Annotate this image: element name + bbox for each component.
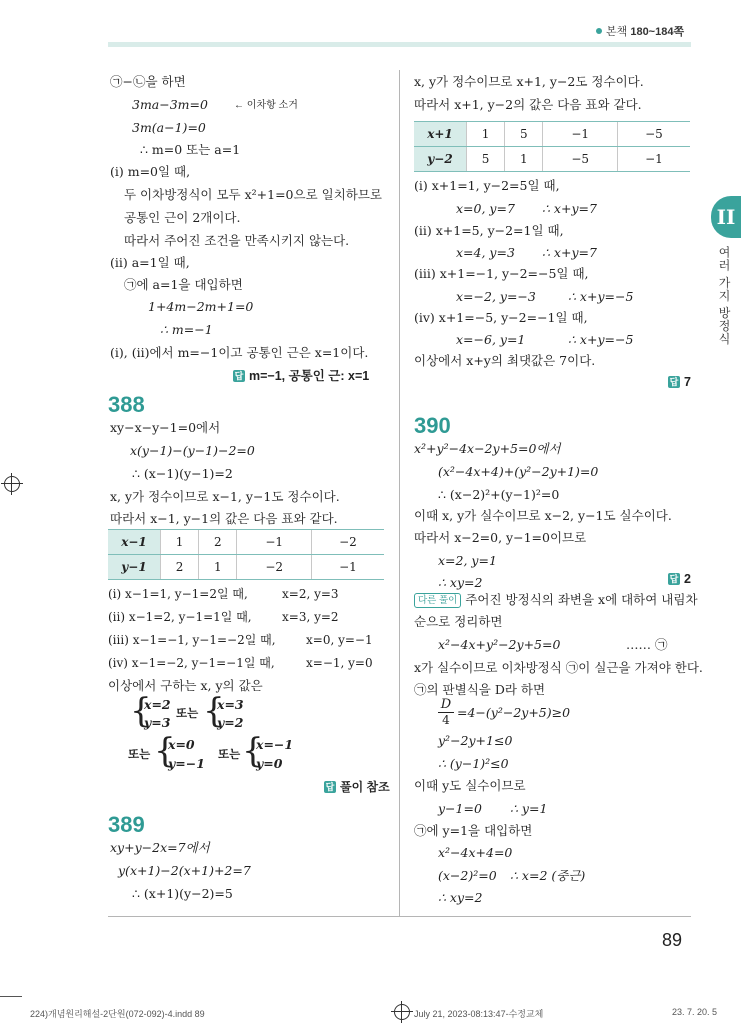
table-row <box>414 122 690 147</box>
case-result: x=0, y=−1 <box>306 633 373 647</box>
equation: x²+y²−4x−2y+5=0에서 <box>414 441 561 456</box>
text-line: 이상에서 x+y의 최댓값은 7이다. <box>414 353 596 368</box>
text-line: ㉠에 a=1을 대입하면 <box>124 277 243 292</box>
crop-mark <box>0 996 22 997</box>
equation: x²−4x+4=0 <box>438 845 513 860</box>
table-cell: 5 <box>467 147 505 172</box>
equation: ∴ (x−2)²+(y−1)²=0 <box>438 487 560 502</box>
case-result: x=−1, y=0 <box>306 656 373 670</box>
system-eq: y=0 <box>256 756 283 771</box>
answer-line: 답 풀이 참조 <box>325 780 390 794</box>
table-cell: 5 <box>505 122 543 147</box>
header-bullet <box>596 28 602 34</box>
brace: { <box>203 691 225 731</box>
case-condition: (ii) x+1=5, y−2=1일 때, <box>414 223 564 238</box>
case-condition: (iii) x−1=−1, y−1=−2일 때, <box>108 633 276 647</box>
text-line: (i), (ii)에서 m=−1이고 공통인 근은 x=1이다. <box>110 345 369 360</box>
or-label: 또는 <box>176 708 199 720</box>
table-cell: −2 <box>237 555 311 580</box>
table-header-cell: x−1 <box>108 530 161 555</box>
case-condition: (i) x−1=1, y−1=2일 때, <box>108 587 248 601</box>
alt-solution-line: 다른 풀이 주어진 방정식의 좌변을 x에 대하여 내림차 <box>414 592 698 608</box>
case-result: x=−2, y=−3 <box>456 289 536 304</box>
text-line: 이때 y도 실수이므로 <box>414 778 526 793</box>
case-sum: ∴ x+y=−5 <box>568 332 634 347</box>
text-line: 따라서 주어진 조건을 만족시키지 않는다. <box>124 233 350 248</box>
case-condition: (i) x+1=1, y−2=5일 때, <box>414 178 560 193</box>
footer-filename: 224)개념원리해설-2단원(072-092)-4.indd 89 <box>30 1009 205 1019</box>
or-label: 또는 <box>128 749 151 761</box>
text-line: (ii) a=1일 때, <box>110 255 190 270</box>
equation: 3m(a−1)=0 <box>132 120 206 135</box>
annotation: ← 이차항 소거 <box>234 100 298 111</box>
problem-number: 389 <box>108 812 145 837</box>
answer-mark: 답 <box>325 782 335 792</box>
text-line: ㉠에 y=1을 대입하면 <box>414 823 533 838</box>
equation: ∴ xy=2 <box>438 890 483 905</box>
equation: =4−(y²−2y+5)≥0 <box>457 705 571 720</box>
equation: x=2, y=1 <box>438 553 497 568</box>
table-cell: −1 <box>311 555 384 580</box>
system-eq: x=3 <box>217 697 244 712</box>
table-cell: 2 <box>161 555 199 580</box>
case-result: x=−6, y=1 <box>456 332 526 347</box>
table-cell: −2 <box>311 530 384 555</box>
equation: ∴ (x−1)(y−1)=2 <box>132 466 233 481</box>
table-cell: 1 <box>161 530 199 555</box>
table-cell: −5 <box>617 122 690 147</box>
equation-label: …… ㉠ <box>626 637 668 652</box>
text-line: 두 이차방정식이 모두 x²+1=0으로 일치하므로 <box>124 187 383 202</box>
equation: ∴ m=−1 <box>160 322 213 337</box>
table-cell: 2 <box>199 530 237 555</box>
column-divider <box>399 70 400 916</box>
chapter-label: 여러 가지 방정식 <box>717 246 731 346</box>
or-label: 또는 <box>218 749 241 761</box>
equation: ∴ y=1 <box>510 801 548 816</box>
equation: y−1=0 <box>438 801 482 816</box>
problem-number: 388 <box>108 392 145 417</box>
case-condition: (ii) x−1=2, y−1=1일 때, <box>108 610 252 624</box>
case-result: x=0, y=7 <box>456 201 515 216</box>
text-line: 이상에서 구하는 x, y의 값은 <box>108 678 263 693</box>
answer-mark: 답 <box>669 574 679 584</box>
equation: y²−2y+1≤0 <box>438 733 513 748</box>
equation: ∴ x=2 (중근) <box>510 868 586 883</box>
table-row <box>108 530 384 555</box>
fraction-denominator: 4 <box>442 713 450 727</box>
equation: x(y−1)−(y−1)−2=0 <box>130 443 255 458</box>
brace: { <box>242 731 264 771</box>
table-header-cell: x+1 <box>414 122 467 147</box>
system-eq: y=2 <box>217 715 244 730</box>
system-eq: x=−1 <box>256 737 294 752</box>
page-number: 89 <box>662 930 683 950</box>
text-line: x가 실수이므로 이차방정식 ㉠이 실근을 가져야 한다. <box>414 660 703 675</box>
system-eq: y=−1 <box>168 756 205 771</box>
text-line: ㉠의 판별식을 D라 하면 <box>414 682 546 697</box>
text-line: ㉠−㉡을 하면 <box>110 74 186 89</box>
equation: xy+y−2x=7에서 <box>110 840 210 855</box>
table-cell: −5 <box>543 147 617 172</box>
brace: { <box>130 691 152 731</box>
equation: ∴ m=0 또는 a=1 <box>140 142 241 157</box>
registration-mark-icon <box>394 1004 410 1020</box>
value-table <box>108 529 384 580</box>
bottom-rule <box>108 916 691 917</box>
header-bar <box>108 42 691 47</box>
brace: { <box>154 731 176 771</box>
answer-mark: 답 <box>669 377 679 387</box>
answer-mark: 답 <box>234 371 244 381</box>
table-cell: −1 <box>237 530 311 555</box>
case-condition: (iv) x+1=−5, y−2=−1일 때, <box>414 310 588 325</box>
case-condition: (iv) x−1=−2, y−1=−1일 때, <box>108 656 275 670</box>
case-sum: ∴ x+y=−5 <box>568 289 634 304</box>
case-sum: ∴ x+y=7 <box>542 201 597 216</box>
case-result: x=2, y=3 <box>282 587 339 601</box>
equation: ∴ (x+1)(y−2)=5 <box>132 886 233 901</box>
text-line: (i) m=0일 때, <box>110 164 191 179</box>
text-line: 순으로 정리하면 <box>414 614 503 629</box>
case-sum: ∴ x+y=7 <box>542 245 597 260</box>
case-condition: (iii) x+1=−1, y−2=−5일 때, <box>414 266 589 281</box>
footer-timestamp: July 21, 2023-08:13:47-수정교체 <box>414 1009 544 1019</box>
text-line: x, y가 정수이므로 x+1, y−2도 정수이다. <box>414 74 644 89</box>
header-page-reference: 본책 180~184쪽 <box>606 26 685 38</box>
table-cell: 1 <box>467 122 505 147</box>
equation: (x²−4x+4)+(y²−2y+1)=0 <box>438 464 599 479</box>
answer-line: 답 2 <box>669 572 691 586</box>
text-line: 공통인 근이 2개이다. <box>124 210 241 225</box>
problem-number: 390 <box>414 413 451 438</box>
equation: 3ma−3m=0 <box>132 97 208 112</box>
footer-date: 23. 7. 20. 5 <box>672 1007 718 1017</box>
equation: ∴ xy=2 <box>438 575 483 590</box>
system-eq: x=2 <box>144 697 171 712</box>
case-result: x=4, y=3 <box>456 245 515 260</box>
equation: 1+4m−2m+1=0 <box>148 299 254 314</box>
text-line: 따라서 x+1, y−2의 값은 다음 표와 같다. <box>414 97 642 112</box>
text-line: 따라서 x−2=0, y−1=0이므로 <box>414 530 587 545</box>
table-row <box>414 147 690 172</box>
equation: y(x+1)−2(x+1)+2=7 <box>118 863 251 878</box>
equation: (x−2)²=0 <box>438 868 497 883</box>
table-cell: −1 <box>543 122 617 147</box>
table-cell: −1 <box>617 147 690 172</box>
table-header-cell: y−2 <box>414 147 467 172</box>
text-line: x, y가 정수이므로 x−1, y−1도 정수이다. <box>110 489 340 504</box>
text-line: 이때 x, y가 실수이므로 x−2, y−1도 실수이다. <box>414 508 672 523</box>
fraction-numerator: D <box>438 697 454 713</box>
table-row <box>108 555 384 580</box>
equation: ∴ (y−1)²≤0 <box>438 756 509 771</box>
system-eq: y=3 <box>144 715 171 730</box>
chapter-tab: II <box>711 196 741 238</box>
answer-line: 답 7 <box>669 375 691 389</box>
case-result: x=3, y=2 <box>282 610 339 624</box>
equation: x²−4x+y²−2y+5=0 <box>438 637 561 652</box>
system-eq: x=0 <box>168 737 195 752</box>
value-table <box>414 121 690 172</box>
answer-line: 답 m=−1, 공통인 근: x=1 <box>234 369 370 383</box>
table-header-cell: y−1 <box>108 555 161 580</box>
fraction <box>438 697 454 727</box>
table-cell: 1 <box>199 555 237 580</box>
alt-solution-tag: 다른 풀이 <box>414 593 461 608</box>
equation: xy−x−y−1=0에서 <box>110 420 221 435</box>
registration-mark-icon <box>4 476 20 492</box>
table-cell: 1 <box>505 147 543 172</box>
text-line: 따라서 x−1, y−1의 값은 다음 표와 같다. <box>110 511 338 526</box>
